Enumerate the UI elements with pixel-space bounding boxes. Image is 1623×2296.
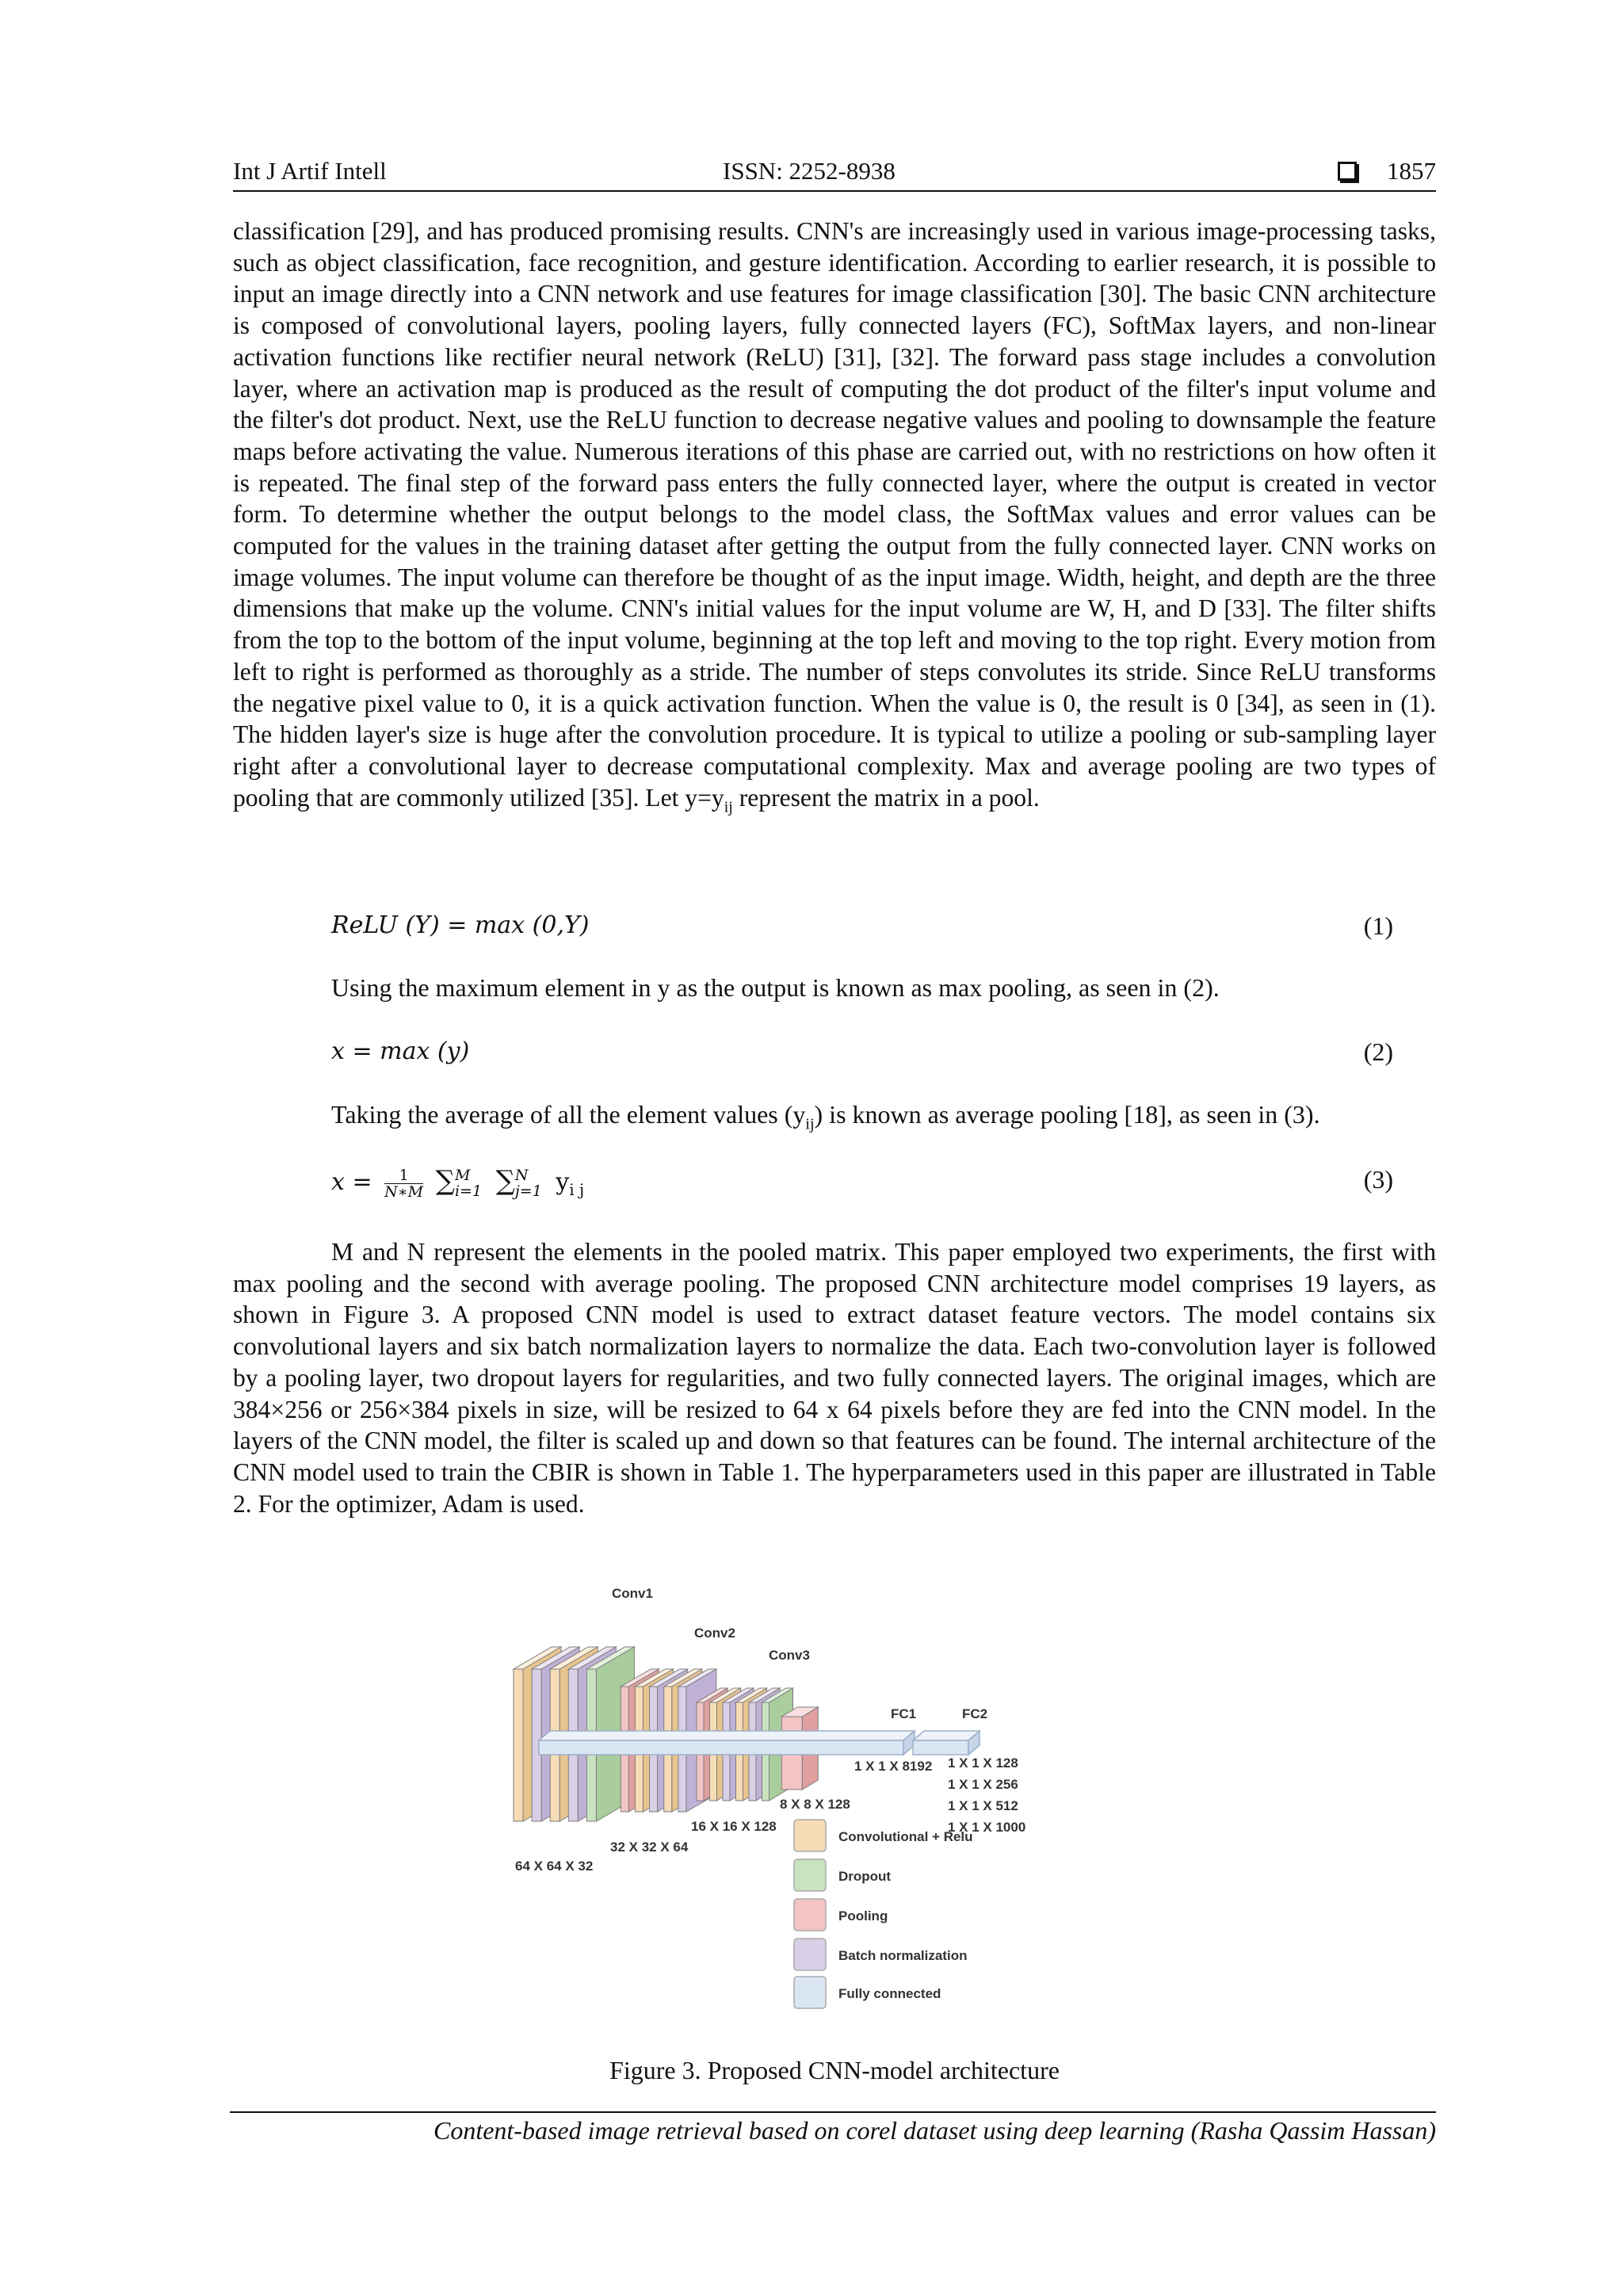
average-pooling-sentence: Taking the average of all the element values $(y_{ij})$ is known as average pooling [18], as seen in (3). (331, 1100, 1320, 1133)
paragraph-1-subscript: ij (724, 797, 733, 816)
dim-fc2-3: 1 X 1 X 1000 (948, 1820, 1026, 1835)
dim-conv2: 32 X 32 X 64 (610, 1839, 689, 1855)
fc2-block (913, 1731, 980, 1755)
equation-3-expression: x = $\frac{1}{N∗M}$ ∑ M i=1 ∑ N j=1 $y_{i j}$ (331, 1165, 585, 1201)
svg-text:Convolutional + Relu: Convolutional + Relu (838, 1829, 973, 1844)
paragraph-1 (233, 216, 1436, 816)
paragraph-1-text: classification [29], and has produced promising results. CNN's are increasingly used in various image-processing tasks, such as object classification, face recognition, and gesture identification. According to earlier research, it is possible to input an image directly into a CNN network and use features for image classification [30]. The basic CNN architecture is composed of convolutional layers, pooling layers, fully connected layers (FC), SoftMax layers, and non-linear activation functions like rectifier neural network (ReLU) [31], [32]. The forward pass stage includes a convolution layer, where an activation map is produced as the result of computing the dot product of the filter's input volume and the filter's dot product. Next, use the ReLU function to decrease negative values and pooling to downsample the feature maps before activating the value. Numerous iterations of this phase are carried out, with no restrictions on how often it is repeated. The final step of the forward pass enters the fully connected layer, where the output is created in vector form. To determine whether the output belongs to the model class, the SoftMax values and error values can be computed for the values in the training dataset after getting the output from the fully connected layer. CNN works on image volumes. The input volume can therefore be thought of as the input image. Width, height, and depth are the three dimensions that make up the volume. CNN's initial values for the input volume are W, H, and D [33]. The filter shifts from the top to the bottom of the input volume, beginning at the top left and moving to the top right. Every motion from left to right is performed as thoroughly as a stride. The number of steps convolutes its stride. Since ReLU transforms the negative pixel value to 0, it is a quick activation function. When the value is 0, the result is 0 [34], as seen in (1). The hidden layer's size is huge after the convolution procedure. It is typical to utilize a pooling or sub-sampling layer right after a convolutional layer to decrease computational complexity. Max and average pooling are two types of pooling that are commonly utilized [35]. Let y=y (233, 217, 1436, 812)
max-pooling-sentence: Using the maximum element in y as the output is known as max pooling, as seen in (2). (331, 973, 1220, 1002)
conv1-label: Conv1 (612, 1586, 653, 1601)
dim-fc2-2: 1 X 1 X 512 (948, 1798, 1018, 1813)
cnn-architecture-figure (475, 1577, 1173, 2021)
dim-pool3: 8 X 8 X 128 (780, 1797, 850, 1812)
equation-2-expression: x = max (y) (331, 1037, 470, 1065)
header-rule (233, 190, 1436, 192)
equation-1-number: (1) (1363, 911, 1393, 940)
equation-1 (331, 911, 1393, 946)
legend-item-batchnorm (794, 1939, 967, 1970)
sum-symbol-icon: ∑ (495, 1165, 515, 1197)
checkbox-square-icon (1338, 162, 1357, 181)
running-footer: Content-based image retrieval based on corel dataset using deep learning (Rasha Qassim Hassan) (433, 2116, 1436, 2145)
legend-item-fully-connected (794, 1977, 941, 2008)
legend (794, 1820, 973, 2008)
issn: ISSN: 2252-8938 (723, 157, 896, 185)
equation-3-number: (3) (1363, 1165, 1393, 1194)
cnn-architecture-diagram (475, 1577, 1173, 2021)
equation-2-number: (2) (1363, 1037, 1393, 1066)
paragraph-2: M and N represent the elements in the pooled matrix. This paper employed two experiments, the first with max pooling and the second with average pooling. The proposed CNN architecture model comprises 19 layers, as shown in Figure 3. A proposed CNN model is used to extract dataset feature vectors. The model contains six convolutional layers and six batch normalization layers to normalize the data. Each two-convolution layer is followed by a pooling layer, two dropout layers for regularities, and two fully connected layers. The original images, which are 384×256 or 256×384 pixels in size, will be resized to 64 x 64 pixels before they are fed into the CNN model. In the layers of the CNN model, the filter is scaled up and down so that features can be found. The internal architecture of the CNN model used to train the CBIR is shown in Table 1. The hyperparameters used in this paper are illustrated in Table 2. For the optimizer, Adam is used. (233, 1238, 1436, 1518)
svg-text:Batch normalization: Batch normalization (838, 1948, 968, 1963)
fc1-block (539, 1731, 915, 1755)
journal-name: Int J Artif Intell (233, 157, 387, 185)
fc2-label: FC2 (962, 1706, 988, 1721)
dim-conv1: 64 X 64 X 32 (515, 1859, 594, 1874)
legend-item-dropout (794, 1859, 891, 1891)
figure-caption: Figure 3. Proposed CNN-model architecture (609, 2056, 1060, 2084)
paragraph-1-end: represent the matrix in a pool. (739, 783, 1040, 812)
svg-text:Pooling: Pooling (838, 1908, 888, 1924)
legend-item-conv (794, 1820, 973, 1851)
equation-2 (331, 1037, 1393, 1072)
equation-3 (331, 1165, 1393, 1200)
legend-item-pooling (794, 1899, 888, 1931)
conv3-label: Conv3 (769, 1648, 810, 1663)
equation-3-fraction: $\frac{1}{N∗M}$ (384, 1166, 424, 1201)
page-header (233, 155, 1436, 187)
footer-rule (230, 2111, 1436, 2113)
svg-text:Dropout: Dropout (838, 1869, 892, 1884)
sum-symbol-icon: ∑ (435, 1165, 455, 1197)
fc1-label: FC1 (891, 1706, 917, 1721)
svg-text:Fully connected: Fully connected (838, 1986, 941, 2001)
dim-fc2-0: 1 X 1 X 128 (948, 1755, 1018, 1771)
equation-1-expression: ReLU (Y) = max (0,Y) (331, 911, 590, 939)
dim-fc2-1: 1 X 1 X 256 (948, 1777, 1018, 1792)
page-number: 1857 (1387, 157, 1436, 185)
dim-conv3: 16 X 16 X 128 (691, 1819, 777, 1834)
dim-fc1: 1 X 1 X 8192 (854, 1759, 933, 1774)
conv2-label: Conv2 (694, 1626, 735, 1641)
